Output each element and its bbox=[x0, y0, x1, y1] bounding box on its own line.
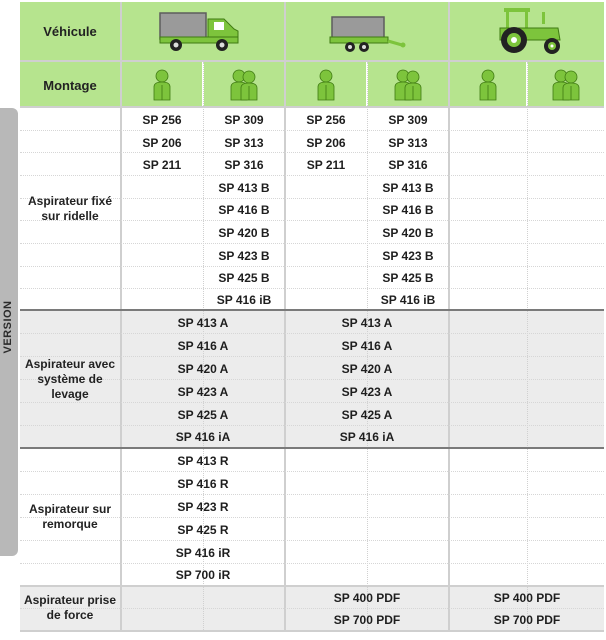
model-cell: SP 416 iB bbox=[216, 293, 272, 307]
model-cell: SP 400 PDF bbox=[333, 591, 401, 605]
model-cell: SP 309 bbox=[388, 113, 428, 127]
vehicle-header-label: Véhicule bbox=[43, 23, 97, 39]
mounting-trailer-double-cell bbox=[368, 62, 448, 108]
model-cell: SP 416 R bbox=[177, 477, 229, 491]
model-cell: SP 316 bbox=[224, 158, 264, 172]
model-cell: SP 206 bbox=[142, 136, 182, 150]
model-cell: SP 313 bbox=[224, 136, 264, 150]
model-cell: SP 316 bbox=[388, 158, 428, 172]
tractor-icon bbox=[488, 6, 564, 56]
row-label-fixed: Aspirateur fixé sur ridelle bbox=[27, 194, 113, 223]
mounting-tractor-double-cell bbox=[528, 62, 604, 108]
model-cell: SP 416 iA bbox=[339, 430, 395, 444]
model-cell: SP 700 PDF bbox=[493, 613, 561, 627]
model-cell: SP 423 A bbox=[341, 385, 393, 399]
model-cell: SP 416 B bbox=[382, 203, 434, 217]
model-cell: SP 700 iR bbox=[175, 568, 231, 582]
two-persons-icon bbox=[229, 69, 259, 101]
model-cell: SP 425 R bbox=[177, 523, 229, 537]
model-cell: SP 400 PDF bbox=[493, 591, 561, 605]
mounting-truck-double-cell bbox=[204, 62, 284, 108]
model-cell: SP 413 B bbox=[218, 181, 270, 195]
model-cell: SP 413 A bbox=[341, 316, 393, 330]
vehicle-header-cell bbox=[20, 2, 120, 60]
model-cell: SP 425 B bbox=[218, 271, 270, 285]
model-cell: SP 420 B bbox=[382, 226, 434, 240]
vehicle-trailer-cell bbox=[286, 2, 448, 60]
compatibility-grid bbox=[20, 2, 604, 634]
model-cell: SP 423 B bbox=[382, 249, 434, 263]
model-cell: SP 700 PDF bbox=[333, 613, 401, 627]
grid-line bbox=[20, 60, 604, 62]
model-cell: SP 425 A bbox=[341, 408, 393, 422]
vehicle-tractor-cell bbox=[450, 2, 604, 60]
model-cell: SP 416 A bbox=[177, 339, 229, 353]
trailer-icon bbox=[328, 11, 408, 55]
model-cell: SP 423 A bbox=[177, 385, 229, 399]
model-cell: SP 416 B bbox=[218, 203, 270, 217]
row-label-trailer-mounted: Aspirateur sur remorque bbox=[28, 502, 112, 531]
model-cell: SP 413 R bbox=[177, 454, 229, 468]
model-cell: SP 416 iR bbox=[175, 546, 231, 560]
model-cell: SP 313 bbox=[388, 136, 428, 150]
model-cell: SP 413 B bbox=[382, 181, 434, 195]
single-person-icon bbox=[315, 69, 337, 101]
version-label: VERSION bbox=[2, 300, 14, 354]
model-cell: SP 416 iB bbox=[380, 293, 436, 307]
mounting-header-cell bbox=[20, 62, 120, 108]
row-label-pto: Aspirateur prise de force bbox=[23, 593, 117, 622]
model-cell: SP 211 bbox=[142, 158, 182, 172]
mounting-truck-single-cell bbox=[122, 62, 202, 108]
model-cell: SP 420 A bbox=[177, 362, 229, 376]
model-cell: SP 423 R bbox=[177, 500, 229, 514]
two-persons-icon bbox=[393, 69, 423, 101]
model-cell: SP 425 A bbox=[177, 408, 229, 422]
two-persons-icon bbox=[551, 69, 581, 101]
model-cell: SP 211 bbox=[306, 158, 346, 172]
model-cell: SP 256 bbox=[306, 113, 346, 127]
truck-icon bbox=[158, 9, 244, 53]
mounting-trailer-single-cell bbox=[286, 62, 366, 108]
grid-line bbox=[527, 62, 528, 630]
model-cell: SP 420 A bbox=[341, 362, 393, 376]
grid-line bbox=[448, 2, 450, 630]
single-person-icon bbox=[151, 69, 173, 101]
mounting-tractor-single-cell bbox=[450, 62, 526, 108]
single-person-icon bbox=[477, 69, 499, 101]
model-cell: SP 423 B bbox=[218, 249, 270, 263]
model-cell: SP 425 B bbox=[382, 271, 434, 285]
model-cell: SP 309 bbox=[224, 113, 264, 127]
model-cell: SP 256 bbox=[142, 113, 182, 127]
model-cell: SP 416 iA bbox=[175, 430, 231, 444]
model-cell: SP 416 A bbox=[341, 339, 393, 353]
mounting-header-label: Montage bbox=[43, 77, 97, 93]
model-cell: SP 413 A bbox=[177, 316, 229, 330]
model-cell: SP 206 bbox=[306, 136, 346, 150]
model-cell: SP 420 B bbox=[218, 226, 270, 240]
vehicle-truck-cell bbox=[122, 2, 284, 60]
row-label-lift: Aspirateur avec système de levage bbox=[24, 356, 116, 401]
